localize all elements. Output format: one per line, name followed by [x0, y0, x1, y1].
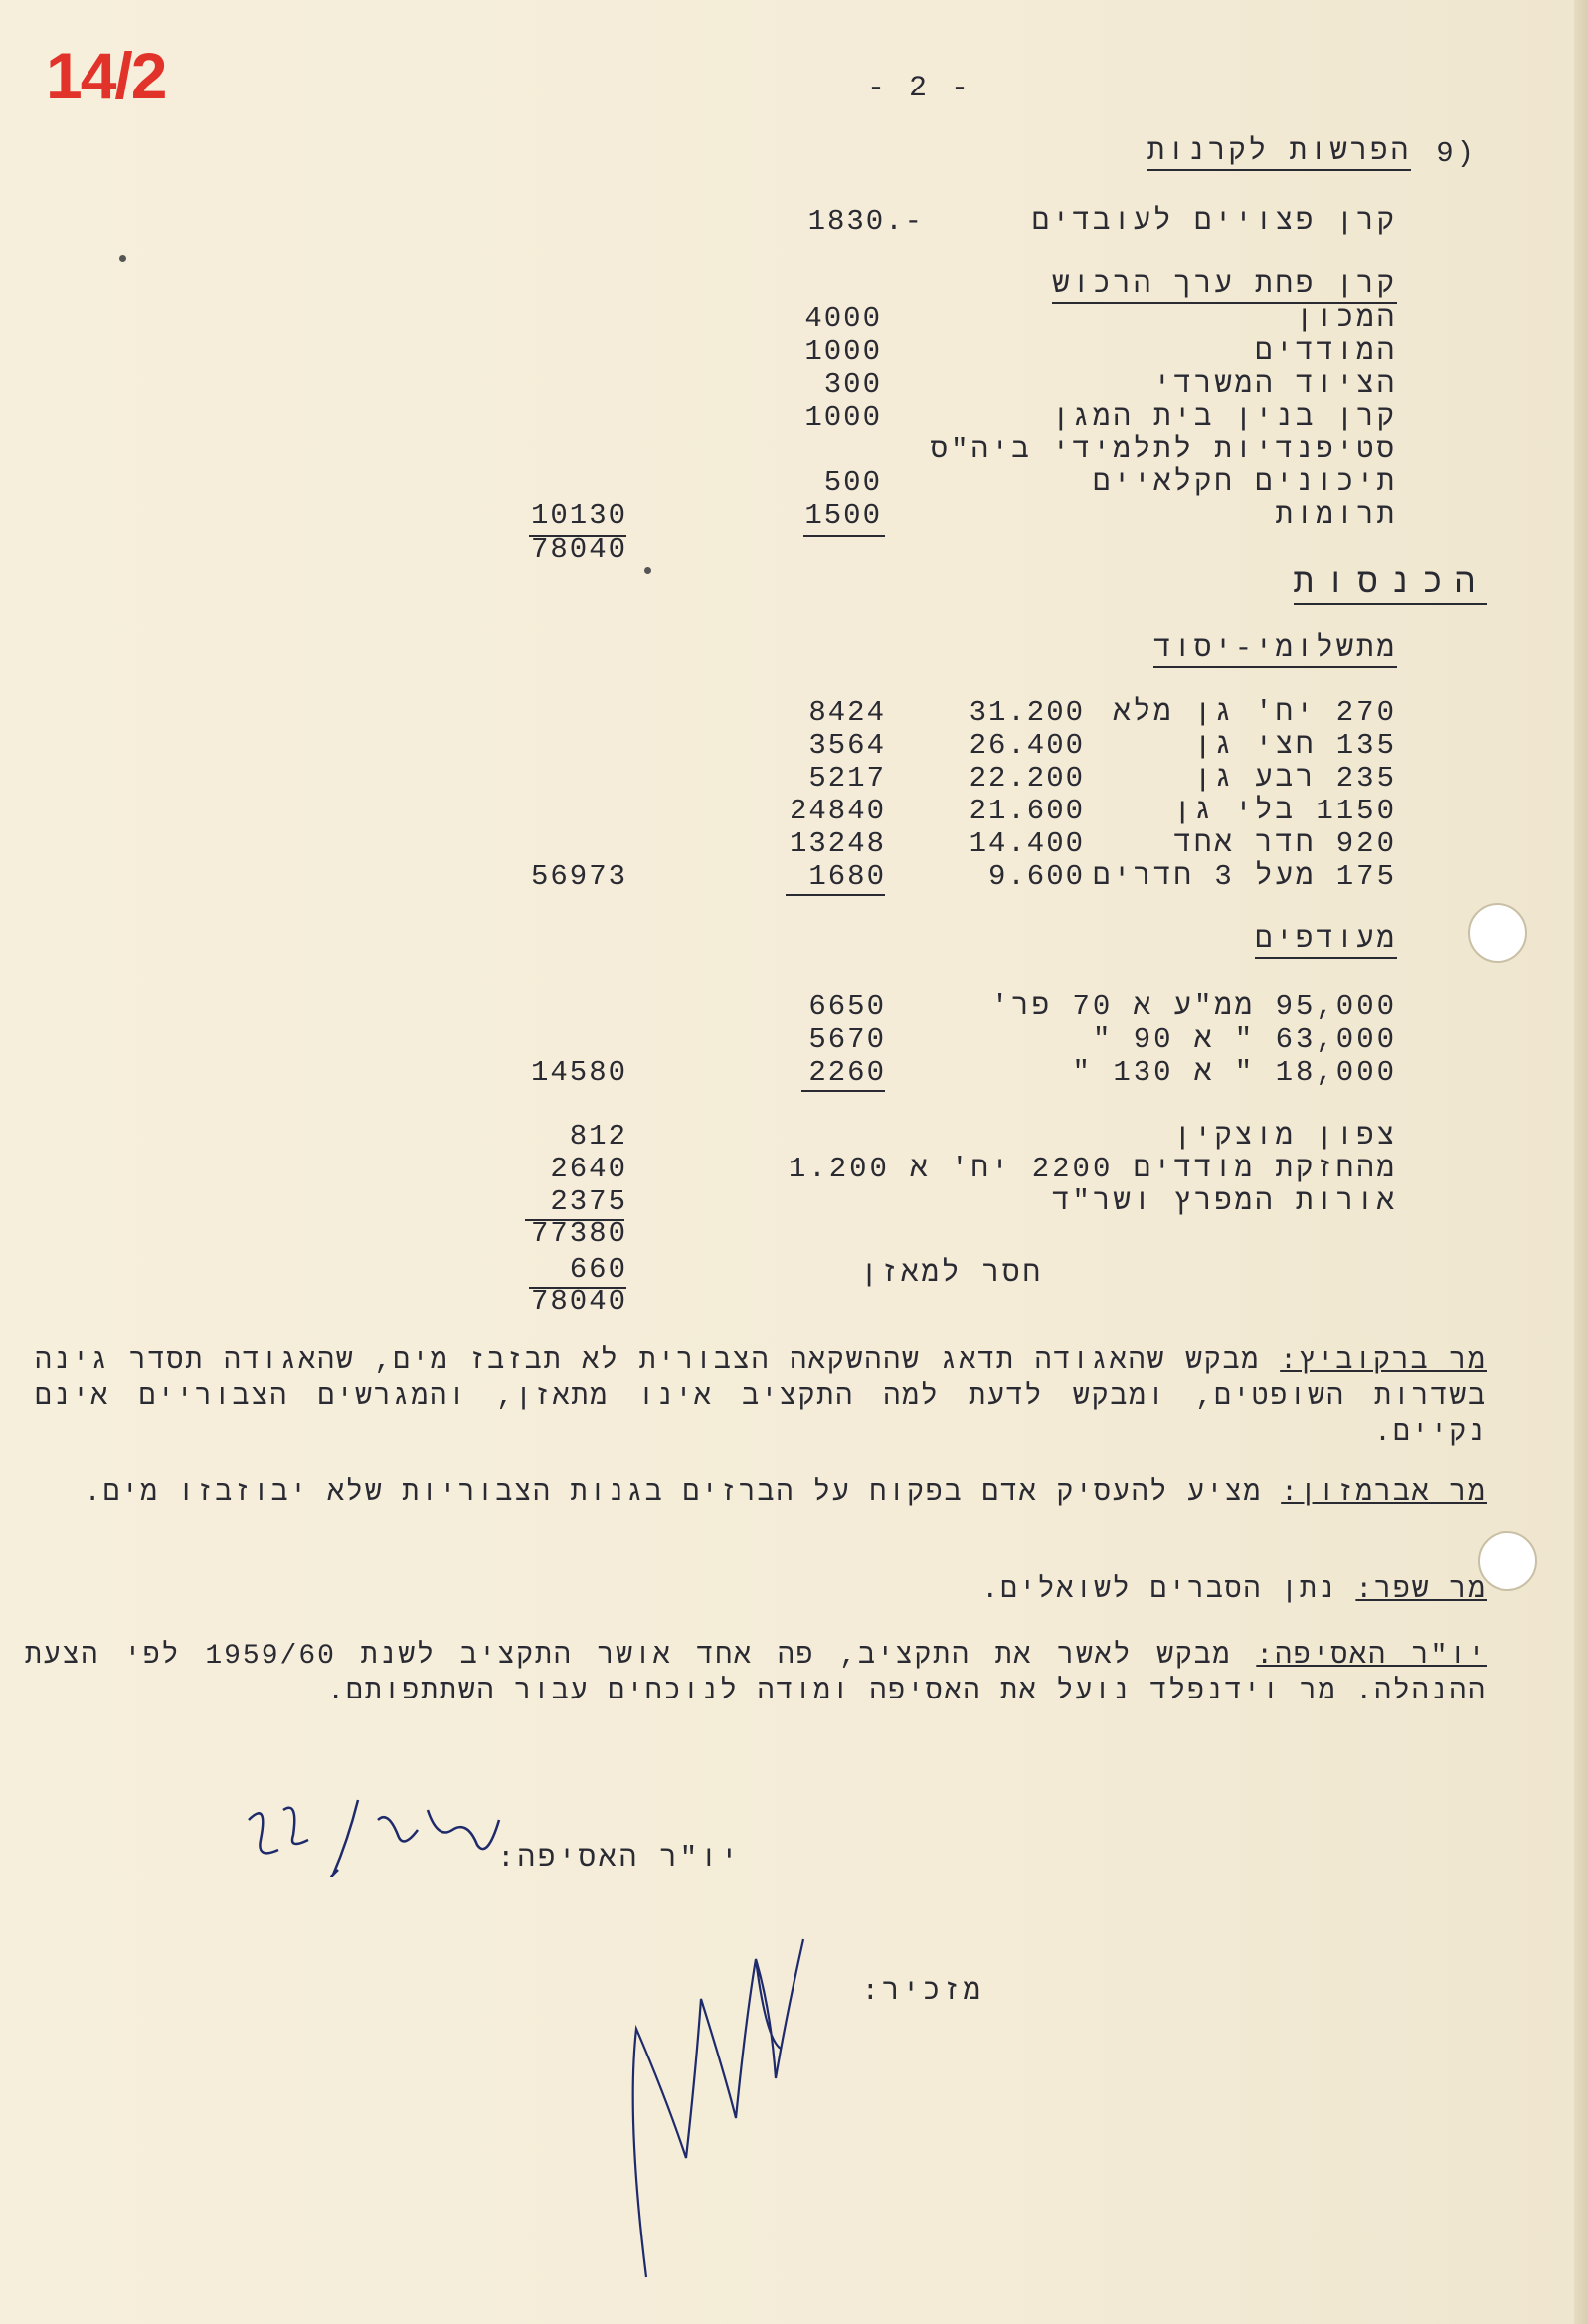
surplus-row-label: 63,000 " א 90 " — [1092, 1023, 1397, 1056]
punch-hole — [1468, 903, 1527, 963]
speaker-name: יו"ר האסיפה: — [1256, 1641, 1487, 1672]
subtotal-rule — [803, 535, 885, 537]
chair-signature-image — [239, 1780, 517, 1889]
surplus-title: מעודפים — [1255, 923, 1397, 959]
minutes-text: מבקש לאשר את התקציב, פה אחד אושר התקציב לשנת 1959/60 לפי הצעת ההנהלה. מר וידנפלד נועל את האסיפה ומודה לנוכחים עבור השתתפותם. — [25, 1641, 1487, 1707]
speaker-name: מר ברקוביץ: — [1280, 1346, 1487, 1377]
expenses-total: 78040 — [530, 533, 627, 566]
depreciation-amount: 1000 — [804, 401, 882, 434]
misc-amount: 812 — [569, 1120, 627, 1153]
depreciation-item: תיכונים חקלאיים — [1092, 466, 1397, 499]
minutes-paragraph — [35, 1573, 1487, 1609]
depreciation-item: המודדים — [1255, 335, 1397, 368]
misc-label: אורות המפרץ ושר"ד — [1052, 1185, 1397, 1218]
founding-row-amount: 5217 — [808, 762, 886, 795]
founding-row-rate: 22.200 — [969, 762, 1085, 795]
depreciation-item: תרומות — [1275, 499, 1397, 532]
founding-row-amount: 1680 — [808, 860, 886, 893]
founding-row-label: 135 חצי גן — [1193, 729, 1397, 762]
ink-dot — [644, 567, 651, 574]
deficit-label: חסר למאזן — [860, 1257, 1043, 1290]
archive-mark: 14/2 — [46, 39, 166, 112]
founding-row-label: 235 רבע גן — [1193, 762, 1397, 795]
subtotal-rule — [801, 1090, 885, 1092]
surplus-row-amount: 6650 — [808, 990, 886, 1023]
surplus-row-amount: 5670 — [808, 1023, 886, 1056]
founding-row-rate: 9.600 — [987, 860, 1085, 893]
founding-row-rate: 14.400 — [969, 827, 1085, 860]
founding-row-label: 1150 בלי גן — [1173, 795, 1397, 827]
minutes-paragraph — [25, 1639, 1487, 1710]
misc-label: מהחזקת מודדים 2200 יח' א 1.200 — [788, 1153, 1397, 1185]
depreciation-subtotal: 10130 — [530, 499, 627, 532]
depreciation-title: קרן פחת ערך הרכוש — [1052, 268, 1397, 304]
paper-edge — [1574, 0, 1588, 2324]
minutes-text: מציע להעסיק אדם בפקוח על הברזים בגנות הצבוריות שלא יבוזבזו מים. — [84, 1478, 1282, 1509]
page-number: - 2 - — [867, 72, 972, 105]
depreciation-amount: 1500 — [804, 499, 882, 532]
founding-row-amount: 8424 — [808, 696, 886, 729]
misc-amount: 2640 — [550, 1153, 627, 1185]
founding-row-rate: 21.600 — [969, 795, 1085, 827]
founding-row-label: 175 מעל 3 חדרים — [1092, 860, 1397, 893]
punch-hole — [1478, 1531, 1537, 1591]
depreciation-item: סטיפנדיות לתלמידי ביה"ס — [930, 434, 1397, 466]
severance-label: קרן פצויים לעובדים — [1031, 205, 1397, 238]
subtotal-rule — [786, 894, 885, 896]
deficit-amount: 660 — [569, 1253, 627, 1286]
depreciation-item: הציוד המשרדי — [1153, 368, 1397, 401]
minutes-text: נתן הסברים לשואלים. — [981, 1575, 1356, 1606]
ink-dot — [119, 255, 126, 262]
severance-amount: 1830.- — [807, 205, 924, 238]
surplus-row-label: 18,000 " א 130 " — [1072, 1056, 1397, 1089]
section-index: (9 — [1436, 137, 1477, 170]
founding-row-rate: 26.400 — [969, 729, 1085, 762]
founding-row-amount: 3564 — [808, 729, 886, 762]
depreciation-amount: 500 — [823, 466, 882, 499]
speaker-name: מר שפר: — [1355, 1575, 1487, 1606]
misc-label: צפון מוצקין — [1173, 1120, 1397, 1153]
income-total: 77380 — [530, 1217, 627, 1250]
surplus-row-amount: 2260 — [808, 1056, 886, 1089]
depreciation-amount: 4000 — [804, 302, 882, 335]
grand-total: 78040 — [530, 1285, 627, 1318]
section-title: הפרשות לקרנות — [1147, 135, 1411, 171]
secretary-signature-label: מזכיר: — [861, 1975, 983, 2008]
depreciation-amount: 1000 — [804, 335, 882, 368]
founding-row-label: 920 חדר אחד — [1173, 827, 1397, 860]
founding-row-amount: 13248 — [789, 827, 886, 860]
minutes-paragraph — [35, 1344, 1487, 1452]
income-title: הכנסות — [1293, 565, 1487, 603]
founding-row-amount: 24840 — [789, 795, 886, 827]
founding-row-label: 270 יח' גן מלא — [1113, 696, 1397, 729]
founding-title: מתשלומי-יסוד — [1153, 632, 1397, 668]
minutes-paragraph — [35, 1476, 1487, 1512]
depreciation-item: קרן בנין בית המגן — [1052, 401, 1397, 434]
surplus-row-label: 95,000 ממ"ע א 70 פר' — [990, 990, 1397, 1023]
faded-stamp — [1270, 60, 1528, 129]
founding-subtotal: 56973 — [530, 860, 627, 893]
depreciation-amount: 300 — [823, 368, 882, 401]
minutes-text: מבקש שהאגודה תדאג שההשקאה הצבורית לא תבזבז מים, שהאגודה תסדר גינה בשדרות השופטים, ומבקש לדעת למה התקציב אינו מתאזן, והמגרשים הצבוריים אינם נקיים. — [35, 1346, 1487, 1449]
surplus-subtotal: 14580 — [530, 1056, 627, 1089]
secretary-signature-image — [607, 1919, 825, 2297]
speaker-name: מר אברמזון: — [1281, 1478, 1487, 1509]
misc-amount: 2375 — [550, 1185, 627, 1218]
chair-signature-label: יו"ר האסיפה: — [497, 1842, 741, 1875]
depreciation-item: המכון — [1295, 302, 1397, 335]
founding-row-rate: 31.200 — [969, 696, 1085, 729]
